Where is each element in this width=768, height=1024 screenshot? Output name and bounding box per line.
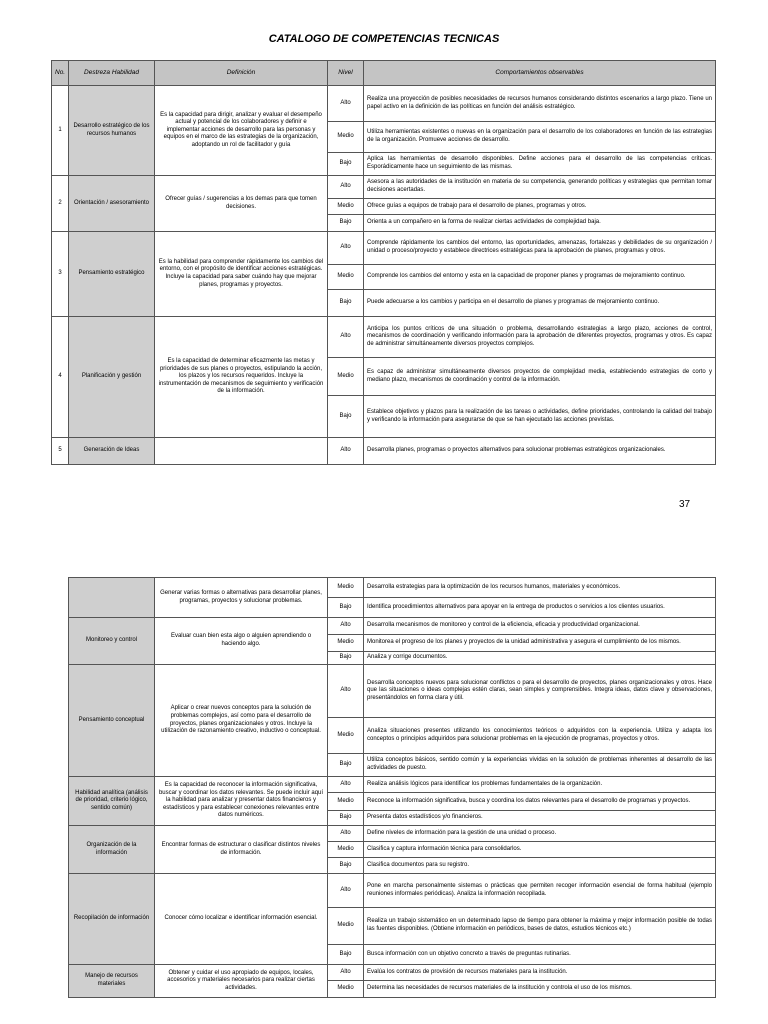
behavior-text: Desarrolla planes, programas o proyectos alternativos para solucionar problemas estratégicos organizacionales. xyxy=(364,438,716,465)
table-row xyxy=(69,826,716,842)
behavior-text: Ofrece guías a equipos de trabajo para el desarrollo de planes, programas y otros. xyxy=(364,199,716,215)
competency-skill: Planificación y gestión xyxy=(69,317,155,438)
behavior-text: Clasifica documentos para su registro. xyxy=(364,858,716,874)
competency-definition: Conocer cómo localizar e identificar información esencial. xyxy=(155,874,328,965)
behavior-text: Establece objetivos y plazos para la realización de las tareas o actividades, define prioridades, controlando la calidad del trabajo y verificando la información para asegurarse de que se han ejecutado las acciones previstas. xyxy=(364,396,716,438)
header-level: Nivel xyxy=(328,61,364,86)
behavior-text: Monitorea el progreso de los planes y proyectos de la unidad administrativa y asegura el cumplimiento de los mismos. xyxy=(364,635,716,652)
behavior-text: Identifica procedimientos alternativos para apoyar en la entrega de productos o servicios a los clientes usuarios. xyxy=(364,598,716,618)
competency-skill: Pensamiento estratégico xyxy=(69,232,155,317)
level-label: Medio xyxy=(328,981,364,998)
level-label: Alto xyxy=(328,618,364,635)
header-definition: Definición xyxy=(155,61,328,86)
level-label: Medio xyxy=(328,793,364,811)
behavior-text: Pone en marcha personalmente sistemas o prácticas que permiten recoger información esencial de forma habitual (ejemplo reuniones informales periódicas). Analiza la información recopilada. xyxy=(364,874,716,908)
header-no: No. xyxy=(52,61,69,86)
level-label: Medio xyxy=(328,635,364,652)
page-title: CATALOGO DE COMPETENCIAS TECNICAS xyxy=(268,33,500,45)
level-label: Bajo xyxy=(328,396,364,438)
level-label: Alto xyxy=(328,176,364,199)
level-label: Medio xyxy=(328,718,364,754)
behavior-text: Comprende rápidamente los cambios del entorno, las oportunidades, amenazas, fortalezas y debilidades de su organización / unidad o proceso/proyecto y establece directrices estratégicas para la aprobación de planes, programas y otros. xyxy=(364,232,716,265)
level-label: Bajo xyxy=(328,290,364,317)
level-label: Alto xyxy=(328,232,364,265)
behavior-text: Utiliza conceptos básicos, sentido común y la experiencias vividas en la solución de problemas inherentes al desarrollo de las actividades de puesto. xyxy=(364,754,716,777)
competency-table-page-2 xyxy=(68,577,716,998)
level-label: Medio xyxy=(328,578,364,598)
level-label: Alto xyxy=(328,777,364,793)
behavior-text: Realiza un trabajo sistemático en un determinado lapso de tiempo para obtener la máxima y mejor información posible de todas las fuentes disponibles. (Obtiene información en periódicos, bases de datos, estudios técnicos etc.) xyxy=(364,908,716,945)
competency-skill: Generación de Ideas xyxy=(69,438,155,465)
competency-number: 2 xyxy=(52,176,69,232)
competency-definition: Ofrecer guías / sugerencias a los demas para que tomen decisiones. xyxy=(155,176,328,232)
competency-skill: Monitoreo y control xyxy=(69,618,155,665)
header-behaviors: Comportamientos observables xyxy=(364,61,716,86)
competency-definition: Es la capacidad de reconocer la información significativa, buscar y coordinar los datos relevantes. Se puede incluir aquí la habilidad para analizar y presentar datos financieros y estadísticos y para establecer conexiones relevantes entre datos numéricos. xyxy=(155,777,328,826)
level-label: Alto xyxy=(328,317,364,358)
competency-skill: Orientación / asesoramiento xyxy=(69,176,155,232)
competency-definition: Aplicar o crear nuevos conceptos para la solución de problemas complejos, así como para el desarrollo de proyectos, planes organizacionales y otros. Incluye la utilización de razonamiento creativo, inductivo o conceptual. xyxy=(155,665,328,777)
competency-definition: Encontrar formas de estructurar o clasificar distintos niveles de información. xyxy=(155,826,328,874)
table-row xyxy=(69,618,716,635)
behavior-text: Desarrolla mecanismos de monitoreo y control de la eficiencia, eficacia y productividad organizacional. xyxy=(364,618,716,635)
level-label: Bajo xyxy=(328,215,364,232)
table-row xyxy=(52,86,716,122)
behavior-text: Comprende los cambios del entorno y esta en la capacidad de proponer planes y programas de mejoramiento continuo. xyxy=(364,265,716,290)
competency-definition: Es la capacidad de determinar eficazmente las metas y prioridades de sus planes o proyectos, estipulando la acción, los plazos y los recursos requeridos. Incluye la instrumentación de mecanismos de seguimiento y verificación de la información. xyxy=(155,317,328,438)
behavior-text: Asesora a las autoridades de la institución en materia de su competencia, generando políticas y estrategias que permitan tomar decisiones acertadas. xyxy=(364,176,716,199)
competency-skill: Desarrollo estratégico de los recursos humanos xyxy=(69,86,155,176)
level-label: Medio xyxy=(328,358,364,396)
behavior-text: Evalúa los contratos de provisión de recursos materiales para la institución. xyxy=(364,965,716,981)
behavior-text: Desarrolla conceptos nuevos para solucionar conflictos o para el desarrollo de proyectos, planes organizacionales y otros. Hace que las situaciones o ideas complejas estén claras, sean simples y comprensibles. Integra ideas, datos clave y observaciones, presentándolos en forma clara y útil. xyxy=(364,665,716,718)
table-row xyxy=(52,438,716,465)
level-label: Bajo xyxy=(328,754,364,777)
competency-number: 1 xyxy=(52,86,69,176)
level-label: Bajo xyxy=(328,945,364,965)
behavior-text: Utiliza herramientas existentes o nuevas en la organización para el desarrollo de los colaboradores en función de las estrategias de la organización. Promueve acciones de desarrollo. xyxy=(364,122,716,153)
behavior-text: Realiza análisis lógicos para identificar los problemas fundamentales de la organización. xyxy=(364,777,716,793)
competency-skill xyxy=(69,578,155,618)
level-label: Medio xyxy=(328,908,364,945)
behavior-text: Orienta a un compañero en la forma de realizar ciertas actividades de complejidad baja. xyxy=(364,215,716,232)
behavior-text: Analiza y corrige documentos. xyxy=(364,652,716,665)
competency-definition: Es la capacidad para dirigir, analizar y evaluar el desempeño actual y potencial de los colaboradores y definir e implementar acciones de desarrollo para las personas y equipos en el marco de las estrategias de la organización, adoptando un rol de facilitador y guía xyxy=(155,86,328,176)
level-label: Alto xyxy=(328,438,364,465)
competency-definition: Evaluar cuan bien esta algo o alguien aprendiendo o haciendo algo. xyxy=(155,618,328,665)
competency-skill: Habilidad analítica (análisis de prioridad, criterio lógico, sentido común) xyxy=(69,777,155,826)
behavior-text: Anticipa los puntos críticos de una situación o problema, desarrollando estrategias a largo plazo, acciones de control, mecanismos de coordinación y verificando información para la aprobación de diferentes proyectos, programas y otros. Es capaz de administrar simultáneamente diversos proyectos complejos. xyxy=(364,317,716,358)
table-row xyxy=(52,176,716,199)
behavior-text: Es capaz de administrar simultáneamente diversos proyectos de complejidad media, estableciendo estrategias de corto y mediano plazo, mecanismos de coordinación y control de la información. xyxy=(364,358,716,396)
level-label: Medio xyxy=(328,199,364,215)
level-label: Bajo xyxy=(328,598,364,618)
header-skill: Destreza Habilidad xyxy=(69,61,155,86)
page-number: 37 xyxy=(679,499,691,510)
level-label: Bajo xyxy=(328,858,364,874)
level-label: Bajo xyxy=(328,153,364,176)
competency-number: 4 xyxy=(52,317,69,438)
behavior-text: Puede adecuarse a los cambios y participa en el desarrollo de planes y programas de mejoramiento continuo. xyxy=(364,290,716,317)
level-label: Bajo xyxy=(328,652,364,665)
behavior-text: Aplica las herramientas de desarrollo disponibles. Define acciones para el desarrollo de las competencias críticas. Esporádicamente hace un seguimiento de las mismas. xyxy=(364,153,716,176)
level-label: Alto xyxy=(328,965,364,981)
competency-number: 5 xyxy=(52,438,69,465)
table-row xyxy=(69,874,716,908)
competency-table-page-1 xyxy=(51,60,716,465)
table-row xyxy=(69,578,716,598)
level-label: Bajo xyxy=(328,811,364,826)
level-label: Medio xyxy=(328,265,364,290)
behavior-text: Clasifica y captura información técnica para consolidarlos. xyxy=(364,842,716,858)
table-row xyxy=(69,965,716,981)
level-label: Alto xyxy=(328,826,364,842)
level-label: Alto xyxy=(328,874,364,908)
level-label: Medio xyxy=(328,122,364,153)
behavior-text: Desarrolla estrategias para la optimización de los recursos humanos, materiales y económicos. xyxy=(364,578,716,598)
competency-definition xyxy=(155,438,328,465)
table-row xyxy=(52,317,716,358)
competency-skill: Recopilación de información xyxy=(69,874,155,965)
behavior-text: Realiza una proyección de posibles necesidades de recursos humanos considerando distintos escenarios a largo plazo. Tiene un papel activo en la definición de las políticas en función del análisis estratégico. xyxy=(364,86,716,122)
competency-number: 3 xyxy=(52,232,69,317)
level-label: Alto xyxy=(328,665,364,718)
behavior-text: Reconoce la información significativa, busca y coordina los datos relevantes para el desarrollo de programas y proyectos. xyxy=(364,793,716,811)
competency-definition: Obtener y cuidar el uso apropiado de equipos, locales, accesorios y materiales necesarios para realizar ciertas actividades. xyxy=(155,965,328,998)
level-label: Medio xyxy=(328,842,364,858)
behavior-text: Determina las necesidades de recursos materiales de la institución y controla el uso de los mismos. xyxy=(364,981,716,998)
competency-definition: Es la habilidad para comprender rápidamente los cambios del entorno, con el propósito de identificar acciones estratégicas. Incluye la capacidad para saber cuándo hay que mejorar planes, programas y proyectos. xyxy=(155,232,328,317)
behavior-text: Presenta datos estadísticos y/o financieros. xyxy=(364,811,716,826)
behavior-text: Define niveles de información para la gestión de una unidad o proceso. xyxy=(364,826,716,842)
competency-skill: Organización de la información xyxy=(69,826,155,874)
level-label: Alto xyxy=(328,86,364,122)
competency-skill: Pensamiento conceptual xyxy=(69,665,155,777)
table-row xyxy=(69,777,716,793)
behavior-text: Busca información con un objetivo concreto a través de preguntas rutinarias. xyxy=(364,945,716,965)
behavior-text: Analiza situaciones presentes utilizando los conocimientos teóricos o adquiridos con la experiencia. Utiliza y adapta los conceptos o principios adquiridos para solucionar problemas en la ejecución de programas, proyectos y otros. xyxy=(364,718,716,754)
table-row xyxy=(69,665,716,718)
competency-skill: Manejo de recursos materiales xyxy=(69,965,155,998)
competency-definition: Generar varias formas o alternativas para desarrollar planes, programas, proyectos y solucionar problemas. xyxy=(155,578,328,618)
table-header-row xyxy=(52,61,716,86)
table-row xyxy=(52,232,716,265)
